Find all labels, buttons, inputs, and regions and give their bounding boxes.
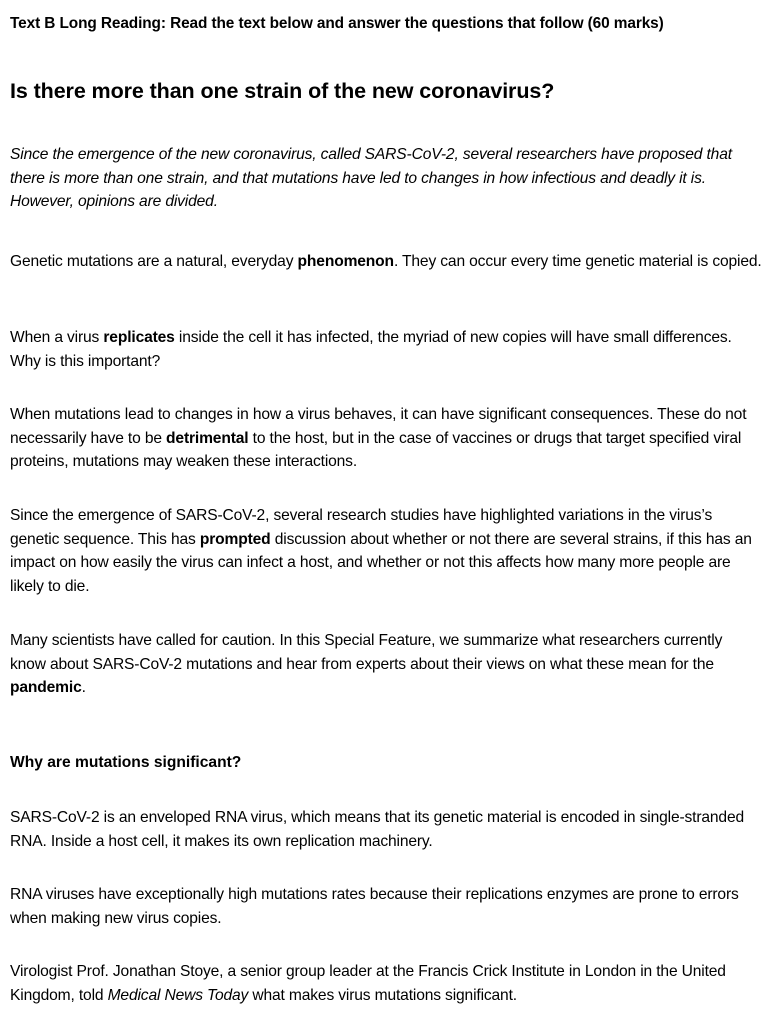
paragraph-2-text-end: inside the cell it has infected, the myriad of new copies will have small differences. Why is this important? <box>10 329 732 370</box>
paragraph-5-text: Many scientists have called for caution. In this Special Feature, we summarize what researchers currently know about SARS-CoV-2 mutations and hear from experts about their views on what these mean for the <box>10 632 723 673</box>
vocab-phenomenon: phenomenon <box>297 253 394 270</box>
paragraph-4-text: Since the emergence of SARS-CoV-2, several research studies have highlighted variations in the virus’s genetic sequence. This has <box>10 507 713 548</box>
paragraph-1-text: Genetic mutations are a natural, everyday <box>10 253 298 270</box>
section-subheading: Why are mutations significant? <box>10 754 242 771</box>
paragraph-3-text: When mutations lead to changes in how a virus behaves, it can have significant consequences. These do not necessarily have to be <box>10 406 747 447</box>
paragraph-1-text-end: . They can occur every time genetic material is copied. <box>393 253 762 270</box>
paragraph-2 <box>10 326 762 373</box>
paragraph-7: RNA viruses have exceptionally high mutations rates because their replications enzymes are prone to errors when making new virus copies. <box>10 886 739 927</box>
paragraph-8-text: Virologist Prof. Jonathan Stoye, a senior group leader at the Francis Crick Institute in London in the United Kingdom, told <box>10 963 726 1004</box>
paragraph-2-text: When a virus <box>10 329 104 346</box>
paragraph-1 <box>10 250 762 274</box>
vocab-pandemic: pandemic <box>10 679 82 697</box>
paragraph-4-text-end: discussion about whether or not there are several strains, if this has an impact on how easily the virus can infect a host, and whether or not this affects how many more people are likely to die. <box>10 530 752 595</box>
section-instruction: Text B Long Reading: Read the text below and answer the questions that follow (60 marks) <box>10 15 664 32</box>
article-title: Is there more than one strain of the new coronavirus? <box>10 79 555 103</box>
paragraph-5 <box>10 629 762 700</box>
publication-name: Medical News Today <box>107 986 249 1004</box>
vocab-replicates: replicates <box>103 329 175 346</box>
paragraph-3-text-end: to the host, but in the case of vaccines or drugs that target specified viral proteins, mutations may weaken these interactions. <box>10 429 742 471</box>
paragraph-4 <box>10 504 762 598</box>
paragraph-8-text-end: what makes virus mutations significant. <box>248 986 517 1004</box>
paragraph-5-text-end: . <box>81 679 86 697</box>
paragraph-6: SARS-CoV-2 is an enveloped RNA virus, which means that its genetic material is encoded in single-stranded RNA. Inside a host cell, it makes its own replication machinery. <box>10 809 744 850</box>
vocab-detrimental: detrimental <box>166 429 249 447</box>
vocab-prompted: prompted <box>199 530 271 548</box>
article-intro: Since the emergence of the new coronavirus, called SARS-CoV-2, several researchers have proposed that there is more than one strain, and that mutations have led to changes in how infectious and deadly it is. However, opinions are divided. <box>10 146 732 211</box>
paragraph-3 <box>10 403 762 474</box>
paragraph-8 <box>10 960 762 1007</box>
